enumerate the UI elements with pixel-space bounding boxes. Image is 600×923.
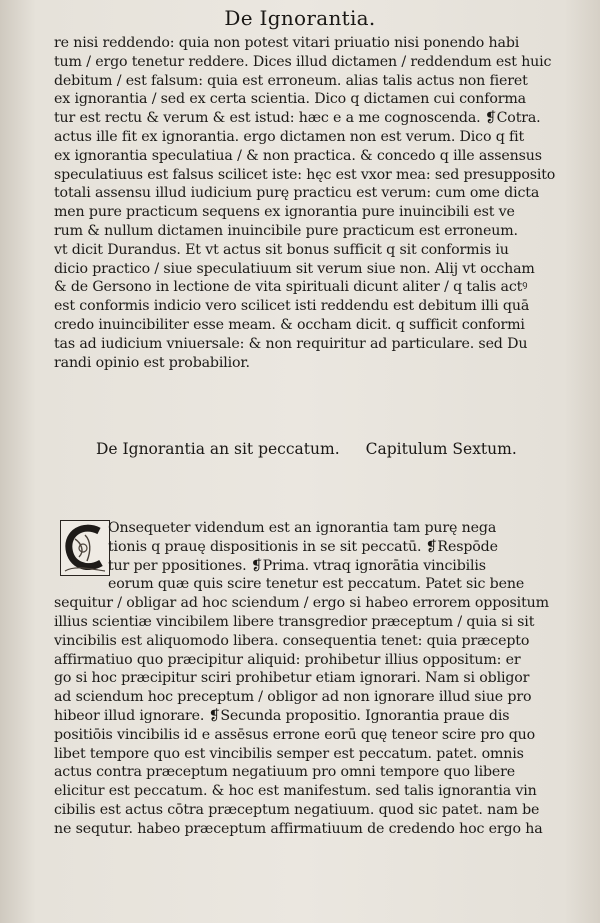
text-line: ex ignorantia speculatiua / & non practica. & concedo q ille assensus	[54, 147, 542, 164]
chapter-title: De Ignorantia an sit peccatum.	[96, 440, 340, 458]
text-line: tas ad iudicium vniuersale: & non requiritur ad particulare. sed Du	[54, 335, 528, 352]
text-line: actus contra præceptum negatiuum pro omni tempore quo libere	[54, 764, 516, 781]
text-line: men pure practicum sequens ex ignorantia pure inuincibili est ve	[54, 204, 515, 221]
text-line: hibeor illud ignorare. ❡Secunda propositio. Ignorantia praue dis	[54, 707, 510, 724]
text-line: ad sciendum hoc preceptum / obligor ad non ignorare illud siue pro	[54, 689, 532, 706]
text-line: tur est rectu & verum & est istud: hæc e a me cognoscenda. ❡Cotra.	[54, 110, 541, 127]
chapter-number: Capitulum Sextum.	[365, 440, 517, 458]
text-line: tur per ppositiones. ❡Prima. vtraq ignorātia vincibilis	[108, 557, 486, 574]
text-line: re nisi reddendo: quia non potest vitari priuatio nisi ponendo habi	[54, 35, 520, 51]
text-line: credo inuincibiliter esse meam. & occham dicit. q sufficit conformi	[54, 316, 525, 333]
text-line: & de Gersono in lectione de vita spirituali dicunt aliter / q talis actꝰ	[54, 279, 528, 296]
text-line: positiōis vincibilis id e assēsus errone eorū quę teneor scire pro quo	[54, 726, 535, 743]
text-line: speculatiuus est falsus scilicet iste: hęc est vxor mea: sed presupposito	[54, 166, 556, 183]
text-line: elicitur est peccatum. & hoc est manifestum. sed talis ignorantia vin	[54, 783, 537, 800]
paragraph-block-2	[54, 519, 562, 839]
running-head: De Ignorantia.	[224, 6, 376, 30]
text-line: vt dicit Durandus. Et vt actus sit bonus sufficit q sit conformis iu	[54, 241, 509, 258]
text-line: cibilis est actus cōtra præceptum negatiuum. quod sic patet. nam be	[54, 801, 540, 818]
text-line: debitum / est falsum: quia est erroneum. alias talis actus non fieret	[54, 72, 528, 89]
text-line: randi opinio est probabilior.	[54, 354, 250, 371]
text-line: libet tempore quo est vincibilis semper est peccatum. patet. omnis	[54, 745, 524, 762]
text-line: est conformis indicio vero scilicet isti reddendu est debitum illi quā	[54, 298, 530, 315]
text-line: actus ille fit ex ignorantia. ergo dictamen non est verum. Dico q fit	[54, 128, 525, 145]
text-line: sequitur / obligar ad hoc sciendum / ergo si habeo errorem oppositum	[54, 595, 549, 612]
text-line: illius scientiæ vincibilem libere transgredior præceptum / quia si sit	[54, 613, 535, 630]
text-line: rum & nullum dictamen inuincibile pure practicum est erroneum.	[54, 222, 518, 239]
paragraph-block-1	[54, 34, 562, 372]
text-line: Onsequeter videndum est an ignorantia tam purę nega	[108, 520, 497, 536]
text-line: dicio practico / siue speculatiuum sit verum siue non. Alij vt occham	[54, 260, 535, 277]
text-line: go si hoc præcipitur sciri prohibetur etiam ignorari. Nam si obligor	[54, 670, 530, 687]
text-line: affirmatiuo quo præcipitur aliquid: prohibetur illius oppositum: er	[54, 651, 521, 668]
text-line: ex ignorantia / sed ex certa scientia. Dico q dictamen cui conforma	[54, 91, 526, 108]
text-line: tionis q prauę dispositionis in se sit peccatū. ❡Respōde	[108, 538, 498, 555]
text-line: eorum quæ quis scire tenetur est peccatum. Patet sic bene	[108, 576, 525, 593]
text-line: tum / ergo tenetur reddere. Dices illud dictamen / reddendum est huic	[54, 53, 552, 70]
text-line: ne sequtur. habeo præceptum affirmatiuum de credendo hoc ergo ha	[54, 820, 543, 837]
text-line: totali assensu illud iudicium purę practicu est verum: cum ome dicta	[54, 185, 540, 202]
chapter-heading	[96, 440, 566, 458]
text-line: vincibilis est aliquomodo libera. consequentia tenet: quia præcepto	[54, 632, 530, 649]
